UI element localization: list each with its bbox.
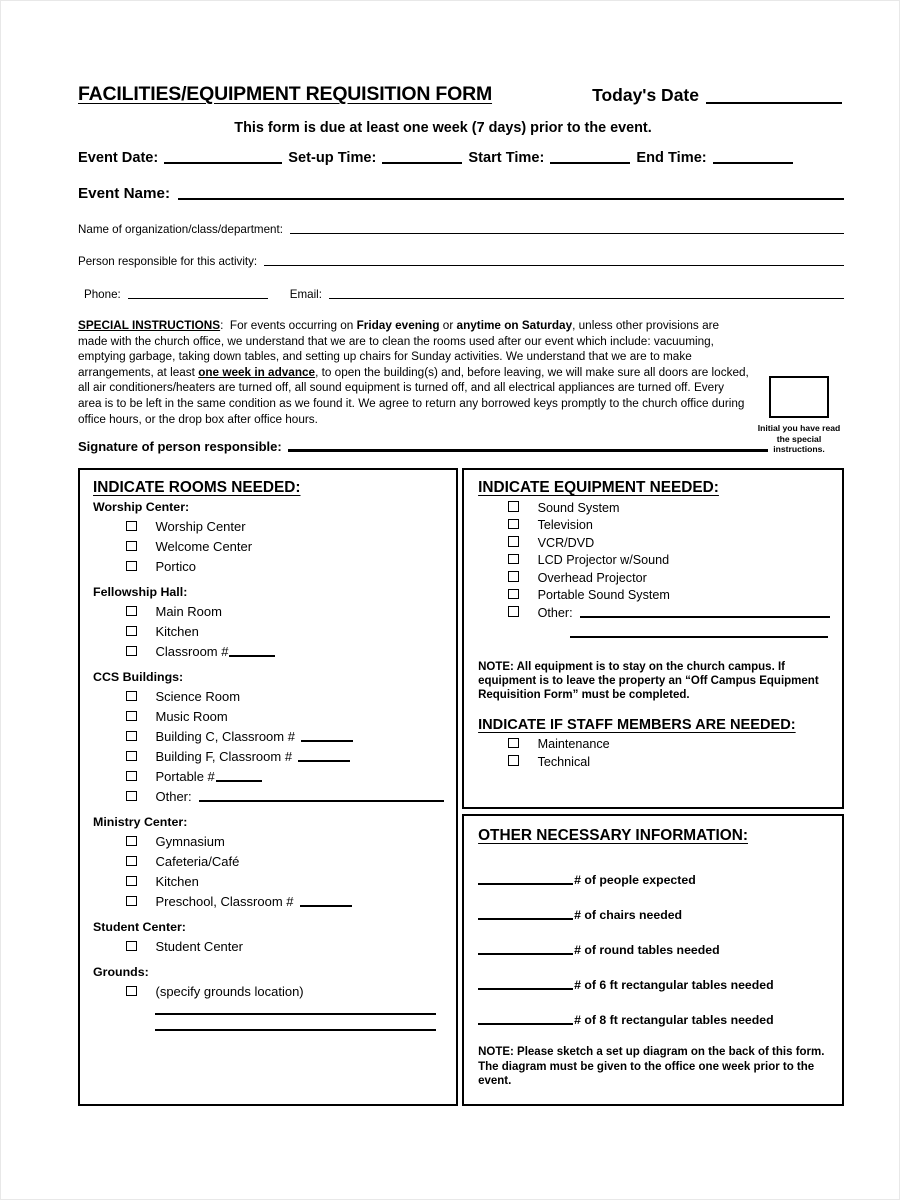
room-group-heading: Fellowship Hall:	[93, 585, 188, 600]
checkbox-label: Worship Center	[155, 519, 246, 535]
other-info-row	[478, 908, 830, 922]
checkbox-label: Main Room	[155, 604, 222, 620]
form-sheet	[78, 83, 844, 1106]
setup-time-label: Set-up Time:	[288, 150, 377, 166]
checkbox-label: Building F, Classroom #	[155, 749, 293, 765]
contact-row	[78, 288, 844, 301]
start-time-input[interactable]	[550, 161, 630, 164]
organization-input[interactable]	[290, 232, 844, 234]
rooms-panel	[78, 468, 458, 1106]
checkbox-icon[interactable]	[508, 755, 519, 766]
checkbox-label: Gymnasium	[155, 834, 225, 850]
checkbox-icon[interactable]	[508, 606, 519, 617]
checkbox-row[interactable]	[93, 749, 444, 764]
person-responsible-row	[78, 255, 844, 268]
checkbox-label: Student Center	[155, 939, 243, 955]
checkbox-label: Kitchen	[155, 874, 199, 890]
room-group-heading: Student Center:	[93, 920, 186, 935]
checkbox-row[interactable]	[478, 501, 830, 515]
checkbox-row[interactable]	[478, 536, 830, 550]
checkbox-row[interactable]	[93, 854, 444, 869]
end-time-label: End Time:	[636, 150, 707, 166]
checkbox-icon[interactable]	[126, 941, 137, 952]
checkbox-row[interactable]	[478, 518, 830, 532]
checkbox-icon[interactable]	[126, 731, 137, 742]
checkbox-label: Classroom #	[155, 644, 229, 660]
other-info-label: # of 6 ft rectangular tables needed	[574, 978, 774, 993]
other-info-row	[478, 873, 830, 887]
other-info-label: # of round tables needed	[574, 943, 720, 958]
page-title: FACILITIES/EQUIPMENT REQUISITION FORM	[78, 83, 493, 105]
room-group-heading: Ministry Center:	[93, 815, 188, 830]
email-label: Email:	[289, 288, 322, 301]
checkbox-label: (specify grounds location)	[155, 984, 304, 1000]
checkbox-icon[interactable]	[508, 536, 519, 547]
event-date-input[interactable]	[164, 161, 282, 164]
grounds-write-in-line[interactable]	[155, 1012, 436, 1015]
checkbox-row[interactable]	[478, 755, 830, 769]
checkbox-row[interactable]	[93, 769, 444, 784]
other-info-row	[478, 943, 830, 957]
equipment-panel-title: INDICATE EQUIPMENT NEEDED:	[478, 479, 719, 497]
special-bold-2: anytime on Saturday	[456, 319, 573, 332]
checkbox-icon[interactable]	[126, 986, 137, 997]
room-group-heading: CCS Buildings:	[93, 670, 184, 685]
start-time-label: Start Time:	[468, 150, 545, 166]
checkbox-icon[interactable]	[508, 519, 519, 530]
signature-row	[78, 439, 768, 454]
other-info-input[interactable]	[478, 952, 573, 955]
special-bold-1: Friday evening	[356, 319, 440, 332]
checkbox-row[interactable]	[478, 737, 830, 751]
rooms-panel-title: INDICATE ROOMS NEEDED:	[93, 479, 301, 497]
write-in-blank[interactable]	[298, 759, 350, 762]
organization-label: Name of organization/class/department:	[78, 223, 283, 236]
other-info-label: # of people expected	[574, 873, 696, 888]
equipment-note: NOTE: All equipment is to stay on the church campus. If equipment is to leave the property an “Off Campus Equipment Requisition Form” must be completed.	[478, 660, 819, 702]
end-time-input[interactable]	[713, 161, 793, 164]
checkbox-row[interactable]	[478, 553, 830, 567]
checkbox-icon[interactable]	[508, 571, 519, 582]
checkbox-icon[interactable]	[126, 771, 137, 782]
checkbox-row[interactable]	[93, 604, 444, 619]
checkbox-label: Television	[537, 518, 593, 533]
special-part-2: or	[439, 319, 457, 332]
equipment-other-extra-line[interactable]	[570, 635, 828, 638]
other-info-row	[478, 1013, 830, 1027]
other-info-input[interactable]	[478, 882, 573, 885]
other-info-rows	[478, 873, 830, 1027]
checkbox-row[interactable]	[93, 644, 444, 659]
room-group-heading: Grounds:	[93, 965, 149, 980]
checkbox-row[interactable]	[93, 894, 444, 909]
equipment-panel	[462, 468, 844, 809]
checkbox-label: Kitchen	[155, 624, 199, 640]
checkbox-label: Other:	[537, 605, 573, 620]
email-input[interactable]	[329, 297, 844, 299]
checkbox-icon[interactable]	[126, 711, 137, 722]
special-instructions-text	[78, 318, 750, 427]
special-colon: :	[220, 319, 224, 332]
phone-label: Phone:	[84, 288, 121, 301]
other-info-panel	[462, 814, 844, 1106]
checkbox-label: Overhead Projector	[537, 570, 647, 585]
write-in-blank[interactable]	[216, 779, 262, 782]
right-column	[462, 468, 844, 1106]
checkbox-label: Portable #	[155, 769, 215, 785]
checkbox-icon[interactable]	[126, 646, 137, 657]
rooms-groups	[93, 500, 444, 1031]
write-in-blank[interactable]	[300, 904, 352, 907]
other-info-input[interactable]	[478, 987, 573, 990]
other-info-note: NOTE: Please sketch a set up diagram on the back of this form. The diagram must be given to the office one week prior to the event.	[478, 1046, 825, 1087]
checkbox-row[interactable]	[93, 624, 444, 639]
checkbox-label: Sound System	[537, 500, 620, 515]
checkbox-row[interactable]	[478, 588, 830, 602]
equipment-items	[478, 501, 830, 620]
checkbox-label: LCD Projector w/Sound	[537, 553, 670, 568]
checkbox-row[interactable]	[93, 519, 444, 534]
checkbox-icon[interactable]	[508, 589, 519, 600]
checkbox-row[interactable]	[93, 939, 444, 954]
event-name-label: Event Name:	[78, 185, 171, 202]
checkbox-row[interactable]	[93, 834, 444, 849]
write-in-blank[interactable]	[229, 654, 275, 657]
event-time-row	[78, 150, 844, 166]
grounds-write-in-line[interactable]	[155, 1028, 436, 1031]
checkbox-icon[interactable]	[126, 836, 137, 847]
event-name-input[interactable]	[178, 197, 844, 200]
checkbox-row[interactable]	[478, 606, 830, 620]
checkbox-row[interactable]	[93, 984, 444, 999]
special-instructions-heading: SPECIAL INSTRUCTIONS	[78, 319, 221, 332]
form-header	[78, 83, 844, 106]
write-in-blank[interactable]	[580, 615, 830, 618]
checkbox-icon[interactable]	[126, 521, 137, 532]
write-in-blank[interactable]	[199, 799, 444, 802]
checkbox-row[interactable]	[93, 729, 444, 744]
checkbox-label: Cafeteria/Café	[155, 854, 240, 870]
staff-section-title: INDICATE IF STAFF MEMBERS ARE NEEDED:	[478, 716, 796, 733]
checkbox-icon[interactable]	[126, 541, 137, 552]
initial-box-section	[754, 376, 844, 455]
checkbox-icon[interactable]	[126, 561, 137, 572]
other-info-row	[478, 978, 830, 992]
checkbox-label: Portable Sound System	[537, 588, 670, 603]
due-notice: This form is due at least one week (7 days) prior to the event.	[234, 120, 652, 136]
checkbox-icon[interactable]	[508, 738, 519, 749]
initial-box-caption: Initial you have read the special instructions.	[757, 423, 841, 454]
person-responsible-input[interactable]	[264, 264, 844, 266]
todays-date-input[interactable]	[706, 101, 842, 104]
event-name-row	[78, 185, 844, 202]
checkbox-label: Building C, Classroom #	[155, 729, 295, 745]
room-group-heading: Worship Center:	[93, 500, 190, 515]
checkbox-label: Welcome Center	[155, 539, 253, 555]
other-info-label: # of 8 ft rectangular tables needed	[574, 1013, 774, 1028]
setup-time-input[interactable]	[382, 161, 462, 164]
checkbox-label: Science Room	[155, 689, 241, 705]
checkbox-label: Technical	[537, 754, 591, 769]
checkbox-icon[interactable]	[508, 554, 519, 565]
checkbox-label: Portico	[155, 559, 196, 575]
checkbox-label: Preschool, Classroom #	[155, 894, 294, 910]
initial-input-box[interactable]	[769, 376, 829, 418]
checkbox-row[interactable]	[478, 571, 830, 585]
checkbox-icon[interactable]	[126, 691, 137, 702]
checkbox-row[interactable]	[93, 789, 444, 804]
signature-input[interactable]	[288, 448, 768, 452]
special-bold-3: one week in advance	[198, 365, 316, 379]
todays-date-label: Today's Date	[592, 85, 699, 105]
checkbox-label: Other:	[155, 789, 192, 805]
event-date-label: Event Date:	[78, 150, 159, 166]
checklist-panels	[78, 468, 844, 1106]
checkbox-icon[interactable]	[126, 751, 137, 762]
other-info-input[interactable]	[478, 917, 573, 920]
checkbox-icon[interactable]	[508, 501, 519, 512]
staff-items	[478, 737, 830, 769]
checkbox-label: Music Room	[155, 709, 228, 725]
other-info-title: OTHER NECESSARY INFORMATION:	[478, 827, 748, 845]
checkbox-icon[interactable]	[126, 896, 137, 907]
checkbox-label: Maintenance	[537, 737, 610, 752]
todays-date-field	[592, 85, 842, 106]
write-in-blank[interactable]	[301, 739, 353, 742]
other-info-label: # of chairs needed	[574, 908, 683, 923]
checkbox-icon[interactable]	[126, 626, 137, 637]
phone-input[interactable]	[128, 297, 268, 299]
special-part-4: , to open the building(s) and, before leaving, we will make sure all doors are locked, all air conditioners/heaters are turned off, all sound equipment is turned off, and all electrical appliances are turned off. Every area is to be left in the same condition as we found it. We agree to return any borrowed keys promptly to the church office during office hours, or the drop box after office hours.	[78, 365, 749, 426]
signature-label: Signature of person responsible:	[78, 439, 282, 455]
checkbox-row[interactable]	[93, 539, 444, 554]
special-part-3: , unless other provisions are made with the church office, we understand that we are to clean the rooms used after our event which include: vacuuming, emptying garbage, taking down tables, and setting up chairs for Sunday activities. We understand that we are to make arrangements, at least	[78, 319, 720, 379]
checkbox-row[interactable]	[93, 874, 444, 889]
checkbox-label: VCR/DVD	[537, 535, 595, 550]
checkbox-row[interactable]	[93, 559, 444, 574]
special-part-1: For events occurring on	[229, 319, 357, 332]
organization-row	[78, 223, 844, 236]
checkbox-icon[interactable]	[126, 791, 137, 802]
other-info-input[interactable]	[478, 1022, 573, 1025]
checkbox-row[interactable]	[93, 689, 444, 704]
checkbox-icon[interactable]	[126, 856, 137, 867]
checkbox-icon[interactable]	[126, 606, 137, 617]
person-responsible-label: Person responsible for this activity:	[78, 255, 258, 268]
checkbox-icon[interactable]	[126, 876, 137, 887]
checkbox-row[interactable]	[93, 709, 444, 724]
